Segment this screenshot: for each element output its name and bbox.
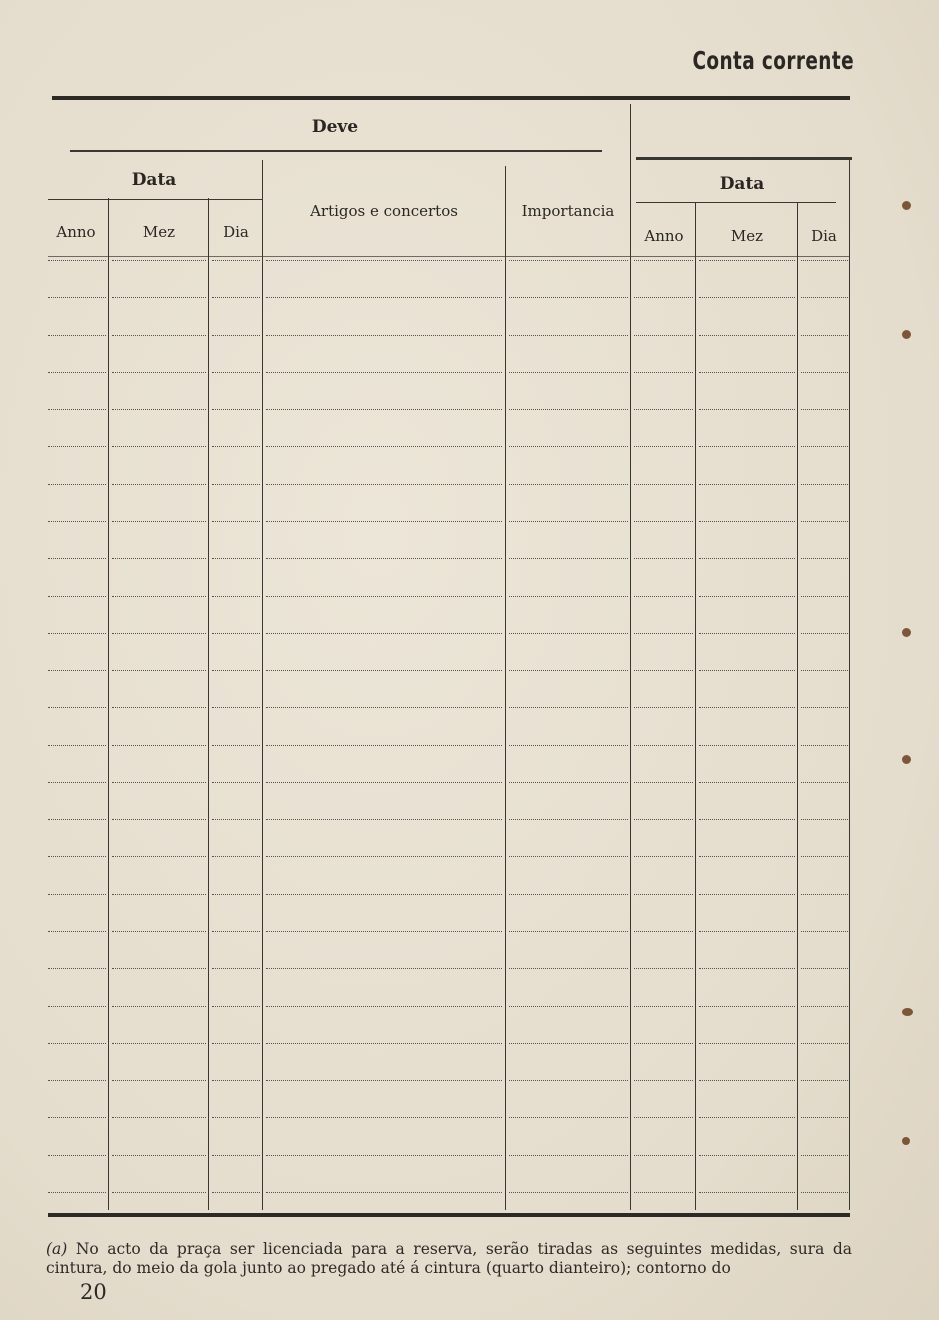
column-divider (262, 160, 263, 1210)
ledger-row-line (112, 968, 206, 969)
ledger-row-line (509, 297, 628, 298)
ledger-row-line (266, 894, 502, 895)
ledger-row-line (112, 1043, 206, 1044)
ledger-row-line (801, 297, 848, 298)
ledger-row-line (509, 745, 628, 746)
ledger-row-line (48, 670, 106, 671)
ledger-row-line (48, 297, 106, 298)
column-divider (695, 203, 696, 1210)
ledger-row-line (801, 633, 848, 634)
ledger-row-line (801, 1192, 848, 1193)
ledger-row-line (212, 782, 260, 783)
ledger-row-line (509, 670, 628, 671)
ledger-row-line (801, 596, 848, 597)
ledger-row-line (212, 1117, 260, 1118)
column-divider (208, 198, 209, 1210)
ledger-row-line (634, 521, 693, 522)
ledger-row-line (112, 707, 206, 708)
ledger-row-line (634, 297, 693, 298)
ledger-row-line (212, 446, 260, 447)
ledger-row-line (266, 633, 502, 634)
ledger-row-line (48, 446, 106, 447)
ledger-row-line (48, 596, 106, 597)
ledger-row-line (48, 409, 106, 410)
ledger-row-line (509, 856, 628, 857)
paper-stain (902, 755, 911, 764)
ledger-row-line (48, 782, 106, 783)
ledger-row-line (266, 1155, 502, 1156)
page-number: 20 (80, 1280, 107, 1304)
ledger-row-line (634, 558, 693, 559)
ledger-row-line (212, 931, 260, 932)
ledger-row-line (48, 968, 106, 969)
ledger-row-line (212, 1006, 260, 1007)
ledger-row-line (699, 633, 795, 634)
ledger-row-line (801, 894, 848, 895)
ledger-row-line (266, 1192, 502, 1193)
ledger-row-line (112, 1006, 206, 1007)
ledger-row-line (266, 297, 502, 298)
ledger-row-line (699, 1155, 795, 1156)
col-header-dia-left: Dia (223, 223, 249, 241)
ledger-row-line (699, 484, 795, 485)
ledger-row-line (801, 372, 848, 373)
ledger-row-line (266, 1006, 502, 1007)
ledger-row-line (634, 446, 693, 447)
ledger-row-line (212, 707, 260, 708)
ledger-row-line (266, 409, 502, 410)
ledger-row-line (699, 1080, 795, 1081)
ledger-row-line (801, 670, 848, 671)
ledger-row-line (112, 558, 206, 559)
deve-underline (70, 150, 602, 152)
col-header-anno-left: Anno (56, 223, 96, 241)
ledger-row-line (266, 1080, 502, 1081)
ledger-row-line (699, 894, 795, 895)
ledger-row-line (48, 1117, 106, 1118)
footnote (46, 1240, 852, 1278)
paper-stain (902, 1008, 913, 1016)
ledger-row-line (212, 409, 260, 410)
ledger-row-line (699, 446, 795, 447)
column-divider (505, 166, 506, 1210)
ledger-row-line (212, 819, 260, 820)
date-group-left: Data (131, 170, 177, 190)
ledger-row-line (48, 707, 106, 708)
ledger-row-line (509, 1043, 628, 1044)
ledger-row-line (509, 596, 628, 597)
ledger-row-line (509, 1117, 628, 1118)
ledger-row-line (112, 1080, 206, 1081)
ledger-row-line (634, 596, 693, 597)
footnote-label: (a) (46, 1240, 68, 1258)
ledger-row-line (801, 1006, 848, 1007)
ledger-row-line (634, 968, 693, 969)
ledger-row-line (634, 745, 693, 746)
ledger-row-line (801, 558, 848, 559)
ledger-row-line (48, 894, 106, 895)
ledger-row-line (509, 446, 628, 447)
ledger-row-line (112, 894, 206, 895)
ledger-row-line (699, 260, 795, 261)
ledger-row-line (266, 596, 502, 597)
ledger-row-line (48, 484, 106, 485)
ledger-row-line (266, 707, 502, 708)
ledger-row-line (48, 1043, 106, 1044)
ledger-row-line (801, 968, 848, 969)
ledger-row-line (48, 335, 106, 336)
ledger-row-line (112, 335, 206, 336)
ledger-row-line (509, 782, 628, 783)
ledger-row-line (634, 819, 693, 820)
ledger-row-line (509, 707, 628, 708)
ledger-row-line (112, 1117, 206, 1118)
ledger-row-line (509, 260, 628, 261)
ledger-row-line (634, 1117, 693, 1118)
ledger-row-line (634, 670, 693, 671)
ledger-row-line (266, 819, 502, 820)
ledger-row-line (801, 1117, 848, 1118)
col-header-mez-left: Mez (142, 223, 176, 241)
ledger-row-line (801, 409, 848, 410)
ledger-row-line (212, 894, 260, 895)
ledger-row-line (634, 484, 693, 485)
ledger-row-line (801, 260, 848, 261)
paper-stain (902, 330, 911, 339)
date-left-underline (48, 199, 262, 200)
footnote-text: No acto da praça ser licenciada para a reserva, serão tiradas as seguintes medidas, sura da cintura, do meio da gola junto ao pregado até á cintura (quarto dianteiro); contorno do (46, 1240, 853, 1277)
ledger-row-line (112, 1192, 206, 1193)
column-divider (630, 104, 631, 1210)
ledger-row-line (212, 558, 260, 559)
ledger-row-line (634, 1006, 693, 1007)
ledger-row-line (112, 633, 206, 634)
ledger-row-line (266, 335, 502, 336)
ledger-row-line (266, 745, 502, 746)
ledger-row-line (112, 856, 206, 857)
ledger-row-line (212, 372, 260, 373)
ledger-row-line (509, 1006, 628, 1007)
ledger-row-line (699, 819, 795, 820)
ledger-row-line (212, 335, 260, 336)
ledger-row-line (634, 782, 693, 783)
ledger-row-line (509, 819, 628, 820)
ledger-row-line (801, 1155, 848, 1156)
ledger-row-line (699, 856, 795, 857)
paper-stain (902, 628, 911, 637)
ledger-row-line (699, 968, 795, 969)
ledger-row-line (634, 1080, 693, 1081)
ledger-row-line (634, 1192, 693, 1193)
ledger-row-line (266, 1043, 502, 1044)
ledger-row-line (112, 521, 206, 522)
ledger-row-line (266, 558, 502, 559)
top-rule (52, 96, 850, 100)
ledger-row-line (634, 1043, 693, 1044)
ledger-row-line (699, 670, 795, 671)
ledger-row-line (112, 596, 206, 597)
ledger-row-line (634, 633, 693, 634)
ledger-row-line (699, 1192, 795, 1193)
ledger-row-line (801, 521, 848, 522)
ledger-row-line (212, 670, 260, 671)
ledger-row-line (634, 409, 693, 410)
ledger-row-line (266, 521, 502, 522)
column-divider (797, 203, 798, 1210)
ledger-row-line (509, 521, 628, 522)
ledger-row-line (801, 819, 848, 820)
ledger-row-line (801, 931, 848, 932)
ledger-row-line (266, 260, 502, 261)
ledger-row-line (112, 409, 206, 410)
ledger-row-line (634, 335, 693, 336)
ledger-row-line (212, 521, 260, 522)
ledger-row-line (266, 856, 502, 857)
ledger-row-line (699, 931, 795, 932)
ledger-row-line (801, 745, 848, 746)
ledger-row-line (801, 484, 848, 485)
ledger-row-line (634, 260, 693, 261)
ledger-row-line (699, 558, 795, 559)
ledger-row-line (634, 856, 693, 857)
ledger-row-line (212, 596, 260, 597)
ledger-row-line (699, 1006, 795, 1007)
paper-stain (902, 1137, 910, 1145)
ledger-row-line (212, 1192, 260, 1193)
ledger-row-line (112, 484, 206, 485)
ledger-row-line (48, 856, 106, 857)
ledger-row-line (212, 633, 260, 634)
ledger-row-line (266, 372, 502, 373)
ledger-row-line (266, 484, 502, 485)
ledger-row-line (112, 670, 206, 671)
ledger-row-line (509, 409, 628, 410)
ledger-row-line (801, 335, 848, 336)
ledger-row-line (509, 558, 628, 559)
ledger-row-line (266, 670, 502, 671)
ledger-row-line (48, 745, 106, 746)
ledger-row-line (801, 707, 848, 708)
ledger-row-line (801, 1080, 848, 1081)
ledger-row-line (48, 931, 106, 932)
ledger-row-line (634, 707, 693, 708)
ledger-row-line (112, 745, 206, 746)
col-header-mez-right: Mez (730, 227, 764, 245)
header-bottom-rule (48, 256, 850, 257)
ledger-row-line (212, 1043, 260, 1044)
col-header-dia-right: Dia (811, 227, 837, 245)
ledger-row-line (699, 372, 795, 373)
ledger-row-line (509, 335, 628, 336)
ledger-row-line (634, 372, 693, 373)
ledger-row-line (634, 894, 693, 895)
ledger-row-line (699, 335, 795, 336)
ledger-row-line (112, 819, 206, 820)
ledger-row-line (509, 1080, 628, 1081)
column-divider (108, 198, 109, 1210)
ledger-row-line (266, 1117, 502, 1118)
date-group-right: Data (719, 174, 765, 194)
ledger-row-line (509, 372, 628, 373)
ledger-row-line (112, 446, 206, 447)
ledger-row-line (212, 745, 260, 746)
ledger-row-line (112, 931, 206, 932)
bottom-rule (48, 1213, 850, 1217)
paper-stain (902, 201, 911, 210)
page-title: Conta corrente (692, 46, 854, 75)
col-header-articles: Artigos e concertos (310, 202, 458, 220)
ledger-row-line (699, 1043, 795, 1044)
ledger-row-line (212, 856, 260, 857)
ledger-row-line (212, 1080, 260, 1081)
right-header-rule (636, 157, 852, 160)
ledger-row-line (634, 931, 693, 932)
ledger-row-line (112, 1155, 206, 1156)
ledger-row-line (48, 819, 106, 820)
ledger-row-line (509, 931, 628, 932)
col-header-anno-right: Anno (644, 227, 684, 245)
ledger-row-line (266, 931, 502, 932)
ledger-row-line (212, 1155, 260, 1156)
ledger-row-line (699, 745, 795, 746)
ledger-row-line (212, 484, 260, 485)
ledger-row-line (48, 1080, 106, 1081)
ledger-row-line (266, 782, 502, 783)
ledger-row-line (801, 1043, 848, 1044)
ledger-row-line (112, 782, 206, 783)
ledger-row-line (48, 521, 106, 522)
ledger-row-line (634, 1155, 693, 1156)
ledger-row-line (112, 297, 206, 298)
ledger-row-line (212, 260, 260, 261)
section-header-deve: Deve (311, 117, 359, 137)
col-header-amount: Importancia (521, 202, 615, 220)
ledger-row-line (699, 521, 795, 522)
ledger-row-line (801, 782, 848, 783)
ledger-row-line (48, 633, 106, 634)
ledger-row-line (699, 1117, 795, 1118)
ledger-row-line (48, 372, 106, 373)
ledger-row-line (266, 968, 502, 969)
ledger-row-line (48, 1006, 106, 1007)
ledger-row-line (699, 409, 795, 410)
ledger-row-line (801, 446, 848, 447)
date-right-underline (636, 202, 836, 203)
ledger-row-line (509, 1192, 628, 1193)
ledger-row-line (801, 856, 848, 857)
ledger-row-line (509, 968, 628, 969)
ledger-row-line (48, 558, 106, 559)
ledger-row-line (212, 297, 260, 298)
ledger-row-line (509, 894, 628, 895)
ledger-row-line (699, 782, 795, 783)
ledger-row-line (509, 1155, 628, 1156)
ledger-row-line (699, 707, 795, 708)
ledger-row-line (509, 633, 628, 634)
ledger-row-line (699, 596, 795, 597)
ledger-row-line (509, 484, 628, 485)
ledger-row-line (48, 260, 106, 261)
ledger-row-line (48, 1192, 106, 1193)
ledger-row-line (699, 297, 795, 298)
ledger-row-line (48, 1155, 106, 1156)
column-divider (849, 160, 850, 1210)
ledger-row-line (266, 446, 502, 447)
ledger-row-line (112, 372, 206, 373)
ledger-row-line (212, 968, 260, 969)
ledger-row-line (112, 260, 206, 261)
